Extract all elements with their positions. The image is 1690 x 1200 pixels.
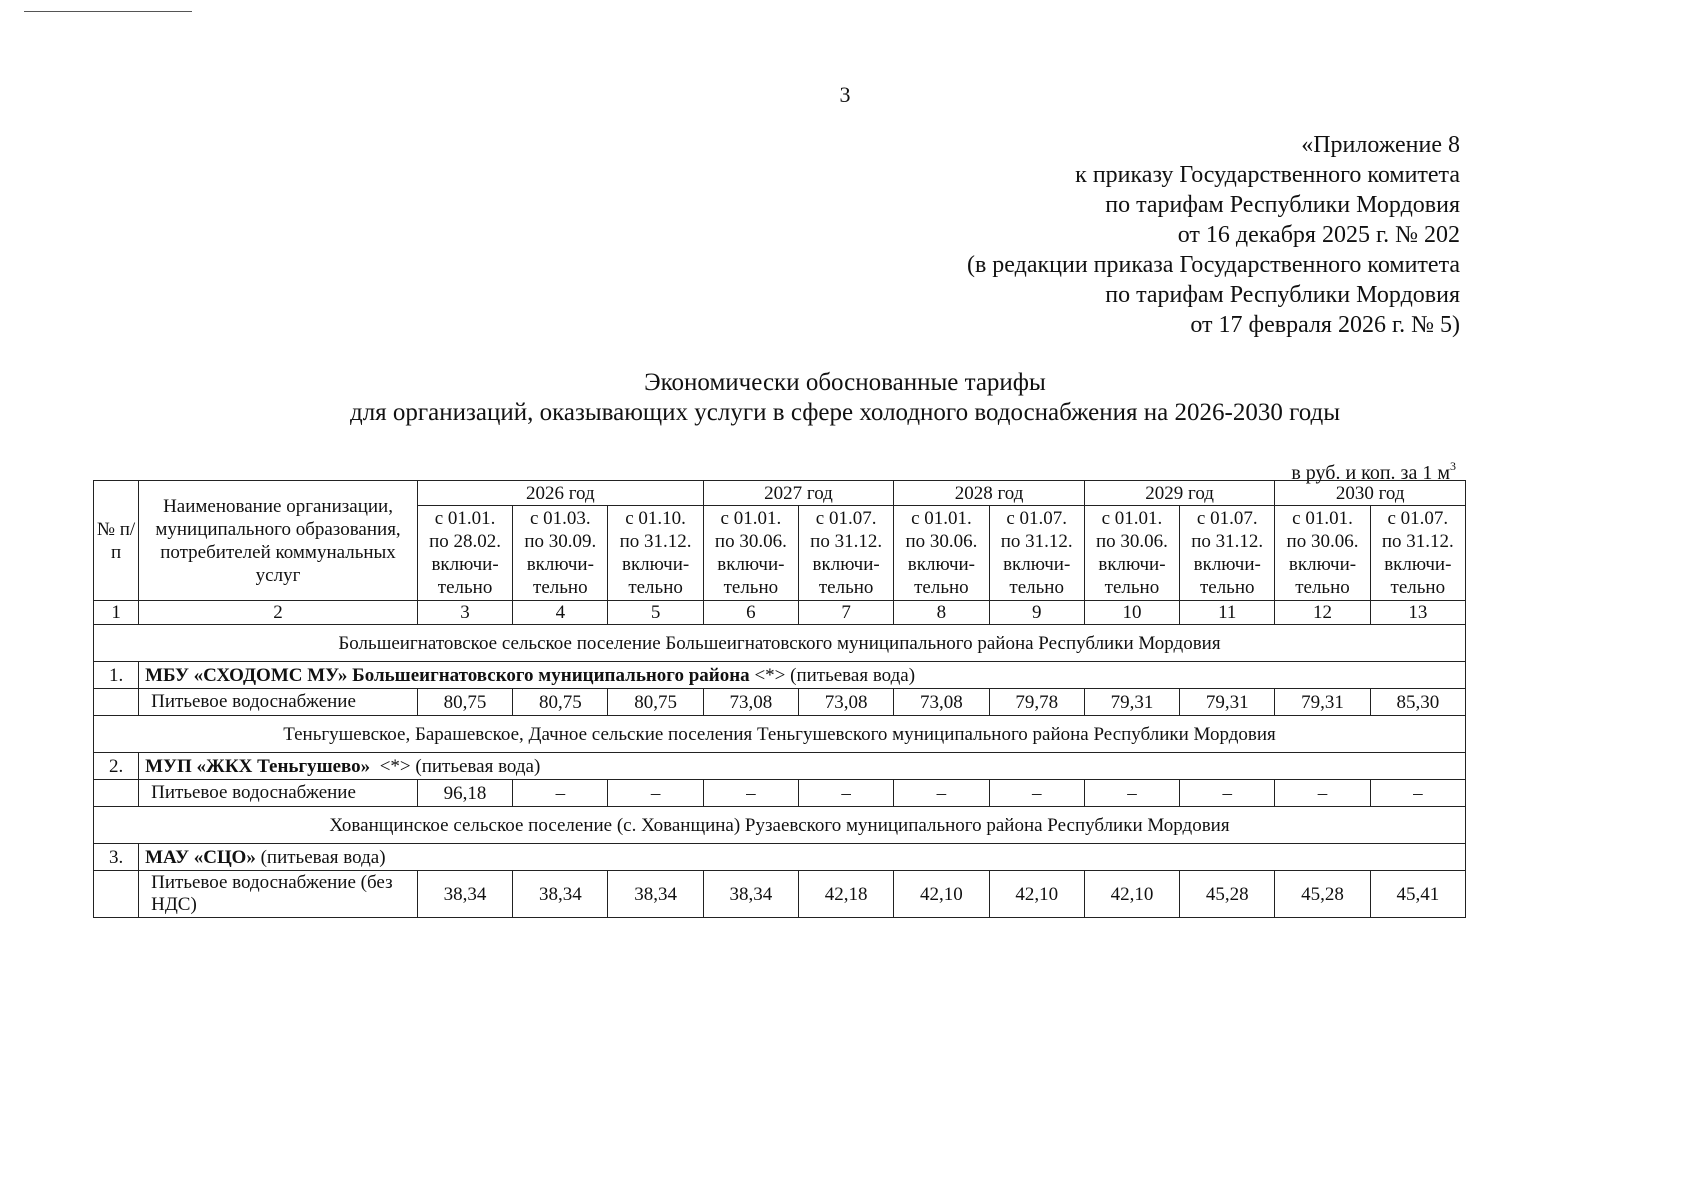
tariff-value: – — [1084, 780, 1179, 807]
tariff-value: 73,08 — [703, 689, 798, 716]
section-row — [94, 807, 1466, 844]
tariff-value: 42,10 — [894, 871, 989, 918]
service-name: Питьевое водоснабжение (без НДС) — [139, 871, 418, 918]
service-num-cell — [94, 689, 139, 716]
org-name — [139, 844, 1466, 871]
service-num-cell — [94, 780, 139, 807]
tariff-value: 38,34 — [417, 871, 512, 918]
column-number: 6 — [703, 601, 798, 625]
org-row — [94, 662, 1466, 689]
tariff-value: 73,08 — [894, 689, 989, 716]
tariff-value: 73,08 — [799, 689, 894, 716]
org-number: 3. — [94, 844, 139, 871]
tariff-value: 45,28 — [1275, 871, 1370, 918]
org-name-bold: МУП «ЖКХ Теньгушево» — [145, 755, 371, 777]
column-number: 8 — [894, 601, 989, 625]
column-number: 12 — [1275, 601, 1370, 625]
tariff-value: – — [799, 780, 894, 807]
header-num: № п/п — [94, 481, 139, 601]
column-number: 1 — [94, 601, 139, 625]
section-title: Большеигнатовское сельское поселение Большеигнатовского муниципального района Республики Мордовия — [94, 625, 1466, 662]
header-row-years — [94, 481, 1466, 506]
tariff-value: – — [1180, 780, 1275, 807]
tariff-value: 79,31 — [1180, 689, 1275, 716]
header-period: с 01.07. по 31.12. включи- тельно — [1370, 506, 1465, 601]
tariff-value: 85,30 — [1370, 689, 1465, 716]
column-number-row — [94, 601, 1466, 625]
tariff-value: – — [894, 780, 989, 807]
header-period: с 01.01. по 30.06. включи- тельно — [1084, 506, 1179, 601]
column-number: 5 — [608, 601, 703, 625]
service-name: Питьевое водоснабжение — [139, 689, 418, 716]
header-year: 2028 год — [894, 481, 1085, 506]
column-number: 10 — [1084, 601, 1179, 625]
units-superscript: 3 — [1450, 459, 1456, 473]
column-number: 9 — [989, 601, 1084, 625]
tariff-value: 80,75 — [513, 689, 608, 716]
header-period: с 01.01. по 28.02. включи- тельно — [417, 506, 512, 601]
tariff-value: 79,31 — [1084, 689, 1179, 716]
header-period: с 01.10. по 31.12. включи- тельно — [608, 506, 703, 601]
column-number: 4 — [513, 601, 608, 625]
org-name-bold: МАУ «СЦО» — [145, 846, 256, 868]
org-name-bold: МБУ «СХОДОМС МУ» Большеигнатовского муниципального района — [145, 664, 750, 686]
org-name-note: <*> (питьевая вода) — [749, 664, 916, 686]
tariff-value: 42,18 — [799, 871, 894, 918]
tariff-value: 79,78 — [989, 689, 1084, 716]
tariff-value: 45,41 — [1370, 871, 1465, 918]
tariff-value: 38,34 — [608, 871, 703, 918]
header-period: с 01.01. по 30.06. включи- тельно — [894, 506, 989, 601]
appendix-line: от 17 февраля 2026 г. № 5) — [1190, 312, 1460, 338]
header-period: с 01.01. по 30.06. включи- тельно — [703, 506, 798, 601]
page-number: 3 — [839, 82, 851, 107]
tariff-value: 42,10 — [1084, 871, 1179, 918]
org-row — [94, 844, 1466, 871]
tariffs-table — [93, 480, 1466, 918]
org-name — [139, 753, 1466, 780]
service-name: Питьевое водоснабжение — [139, 780, 418, 807]
tariff-value: – — [1370, 780, 1465, 807]
document-title — [0, 368, 1690, 428]
appendix-line: по тарифам Республики Мордовия — [1105, 282, 1460, 308]
service-row — [94, 689, 1466, 716]
header-period: с 01.07. по 31.12. включи- тельно — [989, 506, 1084, 601]
org-number: 2. — [94, 753, 139, 780]
org-name-note: <*> (питьевая вода) — [370, 755, 541, 777]
tariff-value: 45,28 — [1180, 871, 1275, 918]
appendix-line: от 16 декабря 2025 г. № 202 — [1177, 222, 1460, 248]
title-line-2: для организаций, оказывающих услуги в сфере холодного водоснабжения на 2026-2030 годы — [349, 399, 1341, 426]
tariff-value: – — [703, 780, 798, 807]
service-num-cell — [94, 871, 139, 918]
header-year: 2030 год — [1275, 481, 1466, 506]
appendix-line: (в редакции приказа Государственного комитета — [966, 252, 1460, 278]
header-year: 2027 год — [703, 481, 894, 506]
header-year: 2026 год — [417, 481, 703, 506]
org-row — [94, 753, 1466, 780]
org-name — [139, 662, 1466, 689]
column-number: 13 — [1370, 601, 1465, 625]
appendix-line: «Приложение 8 — [1301, 132, 1460, 158]
section-title: Хованщинское сельское поселение (с. Хованщина) Рузаевского муниципального района Республики Мордовия — [94, 807, 1466, 844]
column-number: 7 — [799, 601, 894, 625]
tariff-value: 80,75 — [608, 689, 703, 716]
tariff-value: 38,34 — [513, 871, 608, 918]
tariff-value: – — [608, 780, 703, 807]
tariff-value: – — [513, 780, 608, 807]
tariff-value: 38,34 — [703, 871, 798, 918]
header-year: 2029 год — [1084, 481, 1275, 506]
top-rule — [24, 11, 192, 12]
units-text: в руб. и коп. за 1 м — [1291, 462, 1450, 484]
service-row — [94, 871, 1466, 918]
org-name-note: (питьевая вода) — [255, 846, 386, 868]
column-number: 2 — [139, 601, 418, 625]
section-row — [94, 716, 1466, 753]
header-name: Наименование организации, муниципального образования, потребителей коммунальных услуг — [139, 481, 418, 601]
appendix-block — [967, 130, 1460, 340]
tariff-value: – — [1275, 780, 1370, 807]
header-period: с 01.03. по 30.09. включи- тельно — [513, 506, 608, 601]
tariff-value: – — [989, 780, 1084, 807]
header-period: с 01.01. по 30.06. включи- тельно — [1275, 506, 1370, 601]
header-period: с 01.07. по 31.12. включи- тельно — [1180, 506, 1275, 601]
section-title: Теньгушевское, Барашевское, Дачное сельские поселения Теньгушевского муниципального района Республики Мордовия — [94, 716, 1466, 753]
service-row — [94, 780, 1466, 807]
tariff-value: 42,10 — [989, 871, 1084, 918]
org-number: 1. — [94, 662, 139, 689]
column-number: 11 — [1180, 601, 1275, 625]
tariff-value: 96,18 — [417, 780, 512, 807]
header-period: с 01.07. по 31.12. включи- тельно — [799, 506, 894, 601]
tariff-value: 80,75 — [417, 689, 512, 716]
title-line-1: Экономически обоснованные тарифы — [644, 369, 1046, 396]
section-row — [94, 625, 1466, 662]
appendix-line: к приказу Государственного комитета — [1075, 162, 1460, 188]
column-number: 3 — [417, 601, 512, 625]
appendix-line: по тарифам Республики Мордовия — [1105, 192, 1460, 218]
tariff-value: 79,31 — [1275, 689, 1370, 716]
